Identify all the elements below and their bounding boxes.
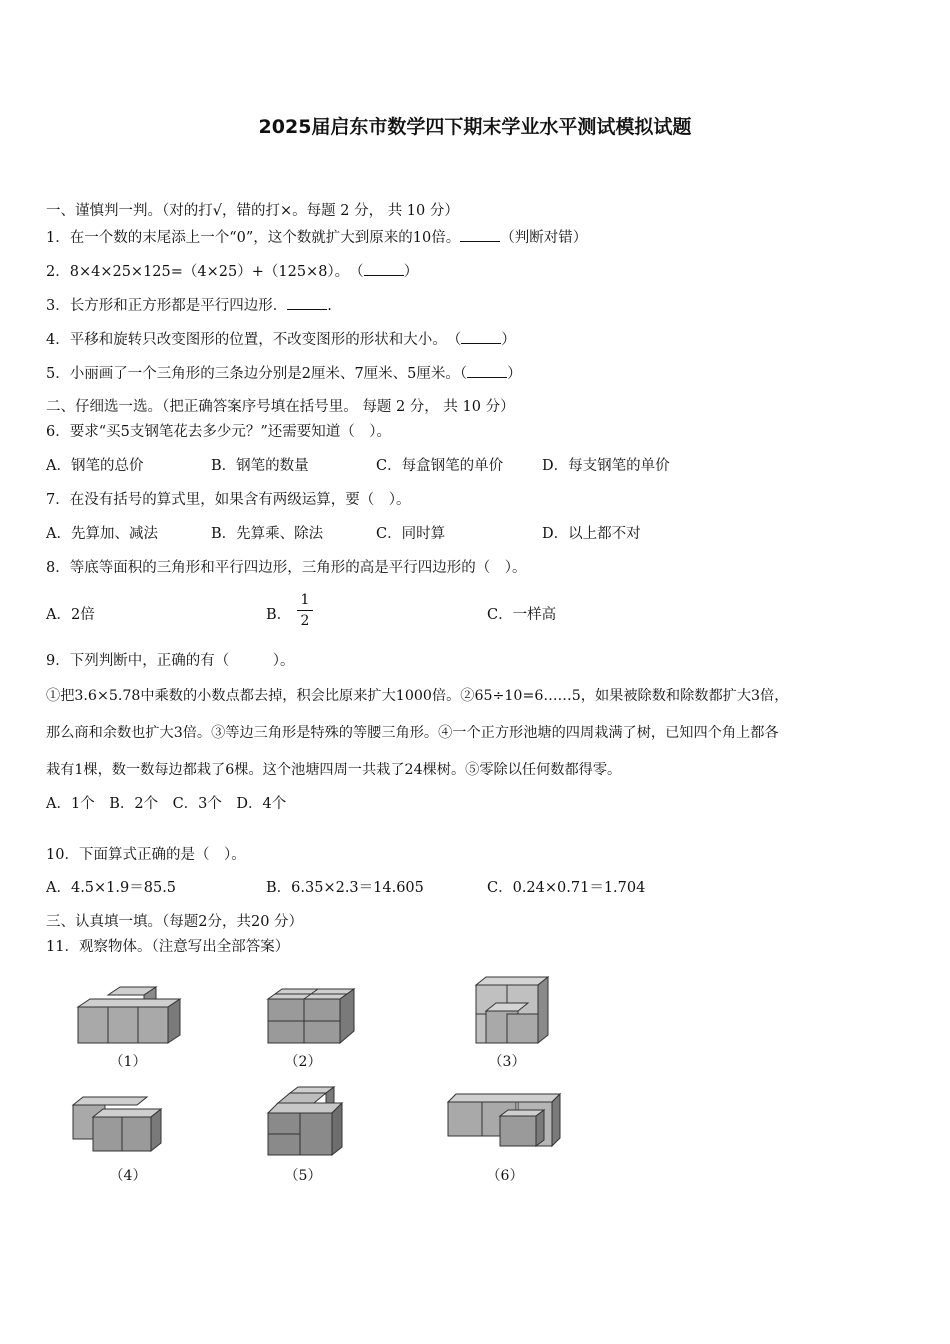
section-3-heading: 三、认真填一填。（每题2分，共20 分） bbox=[46, 914, 304, 930]
answer-blank[interactable] bbox=[467, 363, 507, 378]
cube-figure-1 bbox=[70, 985, 190, 1050]
q6-option-d[interactable]: D．每支钢笔的单价 bbox=[542, 458, 670, 474]
question-1-tail: （判断对错） bbox=[500, 230, 588, 246]
fraction-bar bbox=[297, 610, 313, 611]
q9-options[interactable]: A．1个 B．2个 C．3个 D．4个 bbox=[46, 796, 287, 812]
q9-statements-line-2: 那么商和余数也扩大3倍。③等边三角形是特殊的等腰三角形。④一个正方形池塘的四周栽满了树，已知四个角上都各 bbox=[46, 725, 779, 741]
q10-option-b[interactable]: B．6.35×2.3＝14.605 bbox=[266, 880, 424, 896]
figure-caption-6: （6） bbox=[486, 1168, 524, 1184]
section-2-heading: 二、仔细选一选。（把正确答案序号填在括号里。 每题 2 分， 共 10 分） bbox=[46, 399, 515, 415]
question-11: 11．观察物体。（注意写出全部答案） bbox=[46, 939, 290, 955]
question-7: 7．在没有括号的算式里，如果含有两级运算，要（ ）。 bbox=[46, 492, 411, 508]
cube-figure-5 bbox=[262, 1085, 352, 1160]
question-4-tail: ） bbox=[501, 332, 516, 348]
question-3-text: 3．长方形和正方形都是平行四边形． bbox=[46, 298, 288, 314]
question-8: 8．等底等面积的三角形和平行四边形，三角形的高是平行四边形的（ ）。 bbox=[46, 560, 527, 576]
question-4-text: 4．平移和旋转只改变图形的位置，不改变图形的形状和大小。 （ bbox=[46, 332, 462, 348]
question-1 bbox=[46, 227, 587, 248]
fraction-numerator: 1 bbox=[300, 592, 310, 608]
q7-option-c[interactable]: C．同时算 bbox=[376, 526, 446, 542]
figure-caption-3: （3） bbox=[488, 1054, 526, 1070]
fraction-denominator: 2 bbox=[300, 613, 310, 629]
question-2-tail: ） bbox=[403, 264, 419, 280]
answer-blank[interactable] bbox=[364, 261, 404, 276]
q9-statements-line-1: ①把3.6×5.78中乘数的小数点都去掉，积会比原来扩大1000倍。②65÷10=6……5，如果被除数和除数都扩大3倍， bbox=[46, 688, 789, 704]
q7-option-d[interactable]: D．以上都不对 bbox=[542, 526, 641, 542]
cube-figure-3 bbox=[468, 975, 558, 1050]
question-3-tail: . bbox=[327, 298, 332, 314]
figure-caption-2: （2） bbox=[284, 1054, 322, 1070]
question-9: 9．下列判断中，正确的有（ ）。 bbox=[46, 653, 295, 669]
q8-option-b[interactable]: B． bbox=[266, 607, 292, 623]
question-2 bbox=[46, 261, 418, 282]
answer-blank[interactable] bbox=[460, 227, 500, 242]
question-5-tail: ） bbox=[507, 366, 522, 382]
figure-caption-1: （1） bbox=[109, 1054, 147, 1070]
question-5-text: 5．小丽画了一个三角形的三条边分别是2厘米、7厘米、5厘米。（ bbox=[46, 366, 468, 382]
q8-option-c[interactable]: C．一样高 bbox=[487, 607, 557, 623]
q6-option-b[interactable]: B．钢笔的数量 bbox=[211, 458, 309, 474]
section-1-heading: 一、谨慎判一判。（对的打√，错的打×。每题 2 分， 共 10 分） bbox=[46, 203, 459, 219]
answer-blank[interactable] bbox=[461, 329, 501, 344]
question-2-text: 2．8×4×25×125=（4×25）+（125×8）。 （ bbox=[46, 264, 364, 280]
q6-option-c[interactable]: C．每盒钢笔的单价 bbox=[376, 458, 504, 474]
q8-option-a[interactable]: A．2倍 bbox=[46, 607, 95, 623]
figure-caption-4: （4） bbox=[109, 1168, 147, 1184]
q10-option-c[interactable]: C．0.24×0.71＝1.704 bbox=[487, 880, 646, 896]
q10-option-a[interactable]: A．4.5×1.9＝85.5 bbox=[46, 880, 177, 896]
question-6: 6．要求“买5支钢笔花去多少元？”还需要知道（ ）。 bbox=[46, 424, 392, 440]
q8-fraction bbox=[297, 592, 313, 629]
cube-figure-2 bbox=[262, 985, 362, 1050]
question-3 bbox=[46, 295, 332, 316]
q7-option-b[interactable]: B．先算乘、除法 bbox=[211, 526, 324, 542]
cube-figure-6 bbox=[440, 1090, 570, 1155]
page-title: 2025届启东市数学四下期末学业水平测试模拟试题 bbox=[258, 116, 692, 138]
question-4 bbox=[46, 329, 516, 350]
question-5 bbox=[46, 363, 522, 384]
q7-option-a[interactable]: A．先算加、减法 bbox=[46, 526, 158, 542]
question-10: 10．下面算式正确的是（ ）。 bbox=[46, 847, 246, 863]
cube-figure-4 bbox=[65, 1095, 175, 1155]
question-1-text: 1．在一个数的末尾添上一个“0”，这个数就扩大到原来的10倍。 bbox=[46, 230, 461, 246]
figure-caption-5: （5） bbox=[284, 1168, 322, 1184]
answer-blank[interactable] bbox=[287, 295, 327, 310]
q9-statements-line-3: 栽有1棵，数一数每边都栽了6棵。这个池塘四周一共栽了24棵树。⑤零除以任何数都得零。 bbox=[46, 762, 622, 778]
q6-option-a[interactable]: A．钢笔的总价 bbox=[46, 458, 144, 474]
